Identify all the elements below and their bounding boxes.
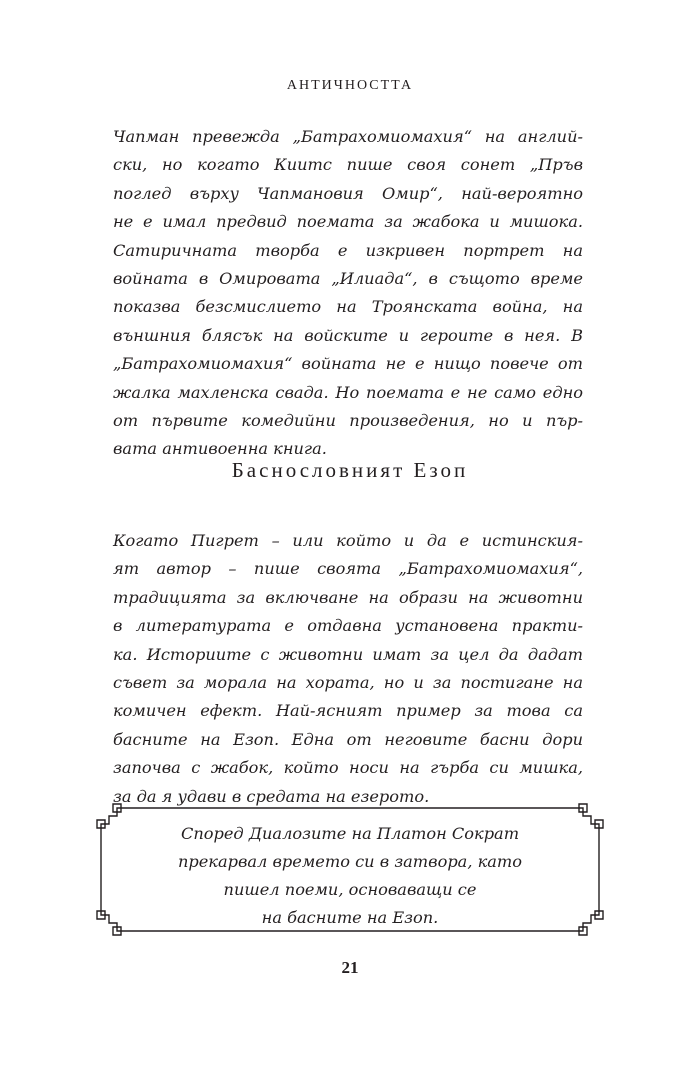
paragraph-line: жалка махленска свада. Но поемата е не само едно bbox=[113, 382, 583, 402]
paragraph-line: поглед върху Чапмановия Омир“, най-вероятно bbox=[113, 183, 583, 203]
callout-line: на басните на Езоп. bbox=[261, 908, 439, 927]
paragraph-line: басните на Езоп. Една от неговите басни дори bbox=[113, 729, 583, 749]
paragraph-line: традицията за включване на образи на животни bbox=[113, 587, 583, 607]
paragraph-line: показва безсмислието на Троянската война, на bbox=[113, 297, 583, 317]
page-number: 21 bbox=[341, 958, 359, 977]
paragraph-line: в литературата е отдавна установена практи- bbox=[113, 616, 583, 636]
paragraph-line: Чапман превежда „Батрахомиомахия“ на англий- bbox=[113, 127, 583, 146]
section-heading: Баснословният Езоп bbox=[231, 458, 469, 482]
callout-line: пишел поеми, основаващи се bbox=[223, 880, 477, 899]
paragraph-line: съвет за морала на хората, но и за постигане на bbox=[113, 673, 583, 693]
callout-line: прекарвал времето си в затвора, като bbox=[177, 852, 523, 871]
paragraph-line: войната в Омировата „Илиада“, в същото време bbox=[113, 269, 583, 289]
callout-box bbox=[130, 820, 570, 932]
paragraph-line: Когато Пигрет – или който и да е истинския- bbox=[113, 531, 583, 550]
paragraph-1 bbox=[113, 123, 583, 464]
paragraph-line: от първите комедийни произведения, но и пър- bbox=[113, 411, 583, 431]
paragraph-line: вата антивоенна книга. bbox=[113, 439, 327, 459]
paragraph-line: ка. Историите с животни имат за цел да дадат bbox=[113, 644, 583, 664]
running-head: АНТИЧНОСТТА bbox=[286, 78, 414, 93]
paragraph-line: за да я удави в средата на езерото. bbox=[113, 786, 430, 806]
paragraph-line: ски, но когато Киитс пише своя сонет „Пръв bbox=[113, 155, 583, 175]
paragraph-2 bbox=[113, 527, 583, 811]
paragraph-line: Сатиричната творба е изкривен портрет на bbox=[113, 240, 583, 260]
paragraph-line: не е имал предвид поемата за жабока и мишока. bbox=[113, 212, 583, 232]
paragraph-line: външния блясък на войските и героите в нея. В bbox=[113, 325, 583, 345]
paragraph-line: започва с жабок, който носи на гърба си мишка, bbox=[113, 758, 583, 778]
callout-line: Според Диалозите на Платон Сократ bbox=[180, 824, 520, 843]
paragraph-line: „Батрахомиомахия“ войната не е нищо повече от bbox=[113, 354, 583, 374]
paragraph-line: комичен ефект. Най-ясният пример за това са bbox=[113, 701, 583, 721]
paragraph-line: ят автор – пише своята „Батрахомиомахия“, bbox=[113, 559, 583, 579]
